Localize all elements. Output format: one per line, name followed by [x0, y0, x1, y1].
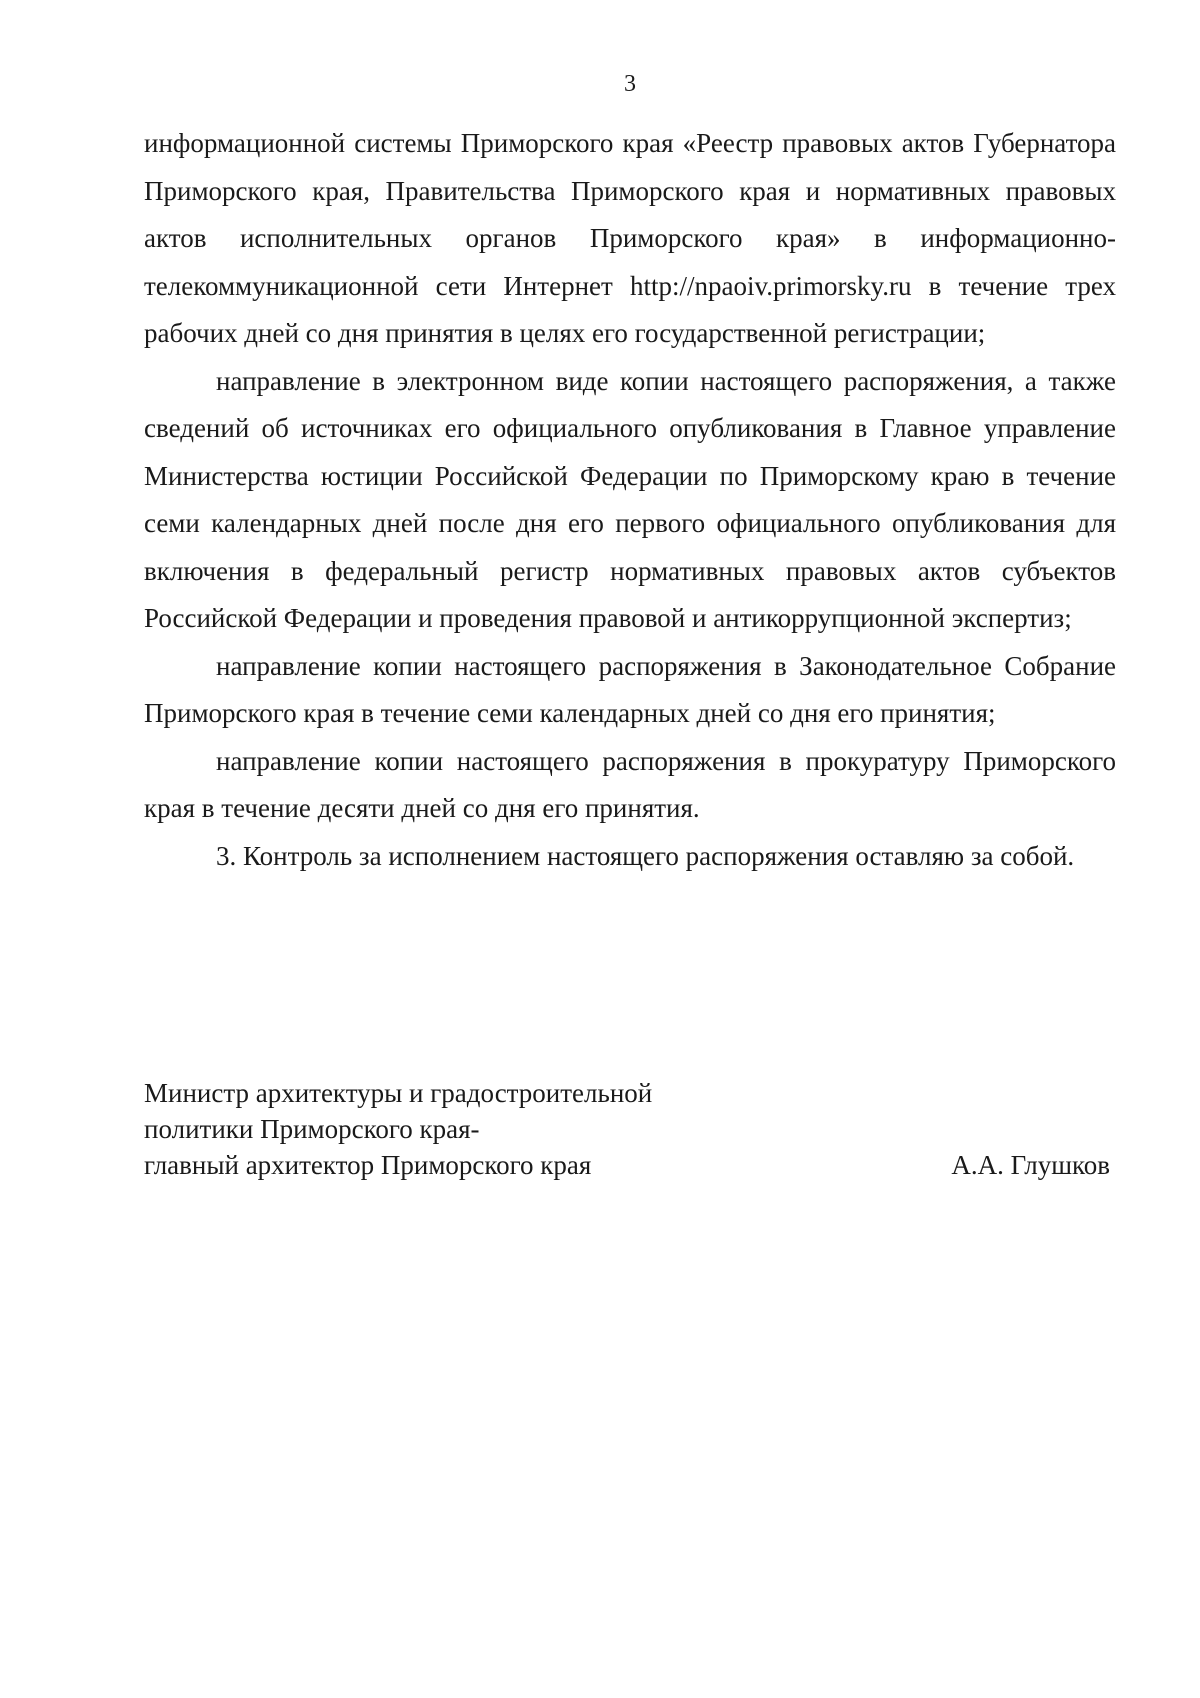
signature-title-line-2: [144, 1111, 1116, 1147]
signature-block: [144, 1075, 1116, 1183]
paragraph-legislative-assembly: направление копии настоящего распоряжения в Законодательное Собрание Приморского края в течение семи календарных дней со дня его принятия;: [144, 650, 1116, 728]
signature-title-text-3: главный архитектор Приморского края: [144, 1150, 592, 1180]
document-body: [144, 120, 1116, 880]
signature-title-line-3: [144, 1147, 1116, 1183]
paragraph-control-clause: 3. Контроль за исполнением настоящего распоряжения оставляю за собой.: [216, 840, 1075, 871]
signature-title-text-2: политики Приморского края-: [144, 1114, 480, 1144]
signature-title-text-1: Министр архитектуры и градостроительной: [144, 1078, 653, 1108]
signature-title-line-1: [144, 1075, 1116, 1111]
paragraph-prosecutor-office: направление копии настоящего распоряжения в прокуратуру Приморского края в течение десяти дней со дня его принятия.: [144, 745, 1116, 823]
paragraph-ministry-of-justice: направление в электронном виде копии настоящего распоряжения, а также сведений об источниках его официального опубликования в Главное управление Министерства юстиции Российской Федерации по Приморскому краю в течение семи календарных дней после дня его первого официального опубликования для включения в федеральный регистр нормативных правовых актов субъектов Российской Федерации и проведения правовой и антикоррупционной экспертиз;: [144, 365, 1116, 633]
page-number: 3: [624, 71, 636, 97]
signatory-name: А.А. Глушков: [951, 1150, 1110, 1180]
paragraph-registry-publication: информационной системы Приморского края «Реестр правовых актов Губернатора Приморского края, Правительства Приморского края и нормативных правовых актов исполнительных органов Приморского края» в информационно-телекоммуникационной сети Интернет http://npaoiv.primorsky.ru в течение трех рабочих дней со дня принятия в целях его государственной регистрации;: [144, 128, 1116, 348]
